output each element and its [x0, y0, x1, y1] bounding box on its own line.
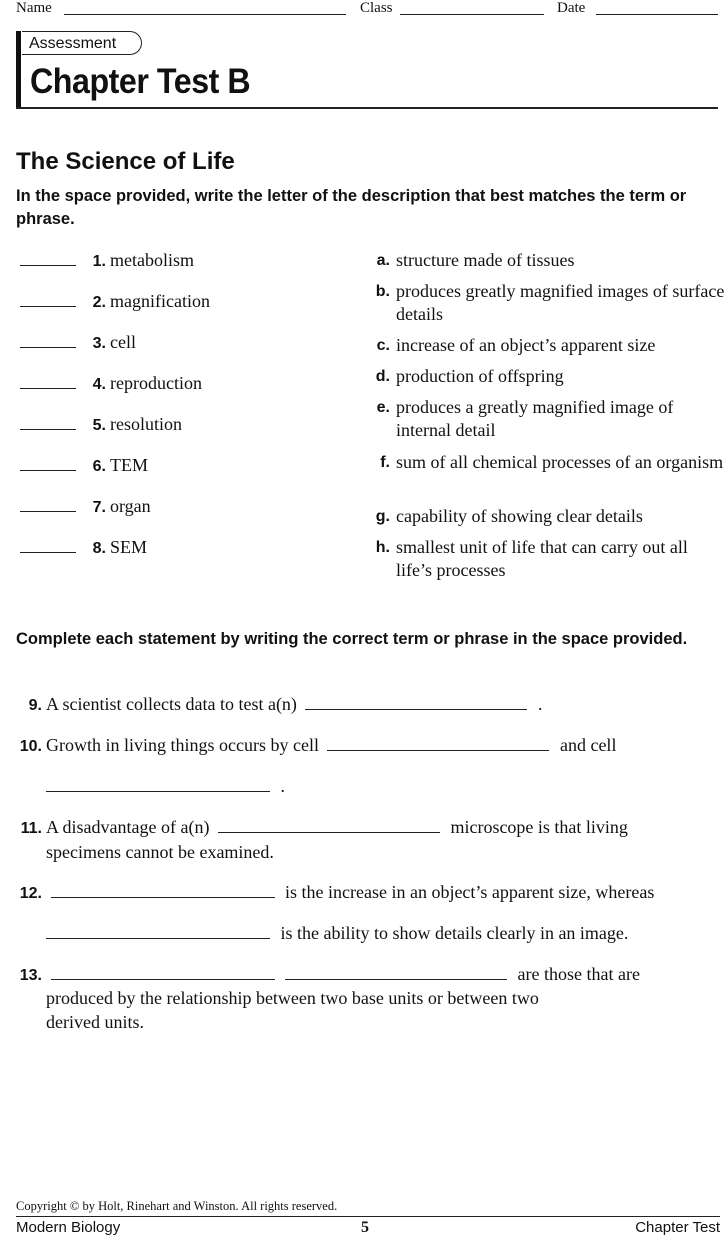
- description-a: a. structure made of tissues: [376, 250, 575, 270]
- term-2: 2. magnification: [20, 291, 210, 312]
- question-13-line3: derived units.: [46, 1012, 144, 1032]
- term-7: 7. organ: [20, 496, 151, 517]
- question-13: 13. are those that are: [19, 964, 640, 984]
- answer-blank[interactable]: [20, 292, 76, 307]
- description-c: c. increase of an object’s apparent size: [376, 335, 656, 355]
- description-e: e. produces a greatly magnified image of internal detail: [376, 397, 674, 440]
- term-4: 4. reproduction: [20, 373, 202, 394]
- answer-blank[interactable]: [46, 924, 270, 939]
- footer-rule: [16, 1216, 720, 1217]
- footer-section: Chapter Test: [635, 1219, 720, 1236]
- description-d: d. production of offspring: [375, 366, 564, 386]
- term-1: 1. metabolism: [20, 250, 194, 271]
- question-12-line2: is the ability to show details clearly in an image.: [46, 921, 628, 945]
- answer-blank[interactable]: [46, 777, 270, 792]
- title-rule: [16, 107, 718, 109]
- footer-book: Modern Biology: [16, 1219, 121, 1236]
- page-title: Chapter Test B: [30, 62, 251, 101]
- name-label: Name: [16, 0, 52, 16]
- term-3: 3. cell: [20, 332, 136, 353]
- date-label: Date: [557, 0, 586, 16]
- term-6: 6. TEM: [20, 455, 148, 476]
- class-line[interactable]: [400, 14, 544, 15]
- question-11: 11. A disadvantage of a(n) microscope is that living: [20, 817, 628, 837]
- answer-blank[interactable]: [20, 251, 76, 266]
- description-b: b. produces greatly magnified images of surface details: [375, 281, 725, 324]
- description-f: f. sum of all chemical processes of an organism: [380, 452, 724, 472]
- answer-blank[interactable]: [305, 695, 527, 710]
- answer-blank[interactable]: [20, 415, 76, 430]
- class-label: Class: [360, 0, 393, 16]
- question-12: 12. is the increase in an object’s apparent size, whereas: [19, 882, 655, 902]
- answer-blank[interactable]: [20, 333, 76, 348]
- instruction-completion: Complete each statement by writing the correct term or phrase in the space provided.: [16, 630, 688, 648]
- name-line[interactable]: [64, 14, 346, 15]
- answer-blank[interactable]: [20, 497, 76, 512]
- question-11-line2: specimens cannot be examined.: [46, 842, 274, 862]
- term-5: 5. resolution: [20, 414, 182, 435]
- title-bar: [16, 31, 21, 108]
- answer-blank[interactable]: [20, 538, 76, 553]
- description-g: g. capability of showing clear details: [375, 506, 643, 526]
- question-10: 10. Growth in living things occurs by cell and cell: [19, 735, 617, 755]
- date-line[interactable]: [596, 14, 718, 15]
- page-number: 5: [361, 1219, 369, 1236]
- answer-blank[interactable]: [327, 736, 549, 751]
- question-10-line2: .: [46, 774, 285, 798]
- answer-blank[interactable]: [51, 965, 275, 980]
- assessment-badge: Assessment: [22, 31, 142, 55]
- answer-blank[interactable]: [20, 374, 76, 389]
- answer-blank[interactable]: [51, 883, 275, 898]
- answer-blank[interactable]: [285, 965, 507, 980]
- question-9: 9. A scientist collects data to test a(n) .: [28, 694, 543, 714]
- answer-blank[interactable]: [218, 818, 440, 833]
- section-title: The Science of Life: [16, 148, 235, 175]
- instruction-matching: In the space provided, write the letter of the description that best matches the term or phrase.: [16, 187, 687, 228]
- term-8: 8. SEM: [20, 537, 147, 558]
- answer-blank[interactable]: [20, 456, 76, 471]
- copyright: Copyright © by Holt, Rinehart and Winston. All rights reserved.: [16, 1199, 338, 1213]
- question-13-line2: produced by the relationship between two base units or between two: [46, 988, 539, 1008]
- description-h: h. smallest unit of life that can carry out all life’s processes: [375, 537, 688, 580]
